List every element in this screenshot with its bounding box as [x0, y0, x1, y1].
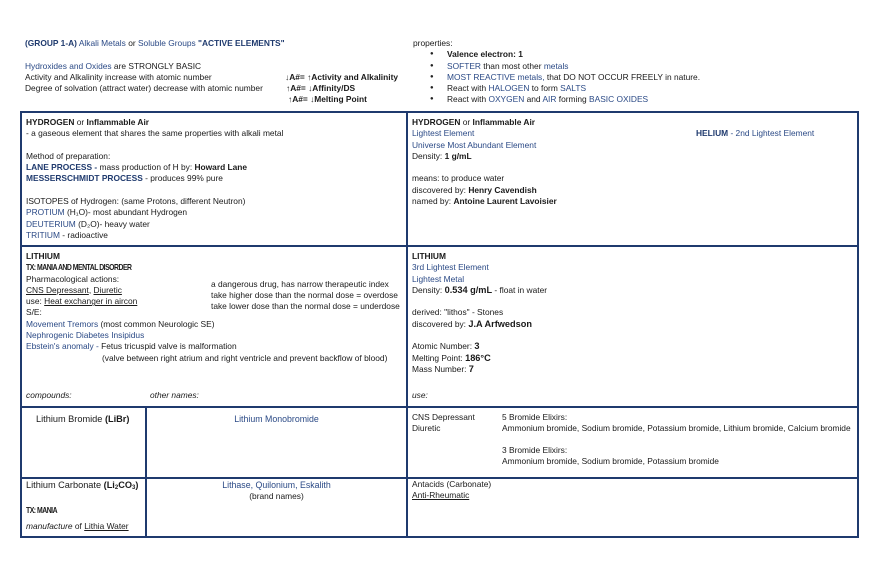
hydrogen-title: HYDROGEN or Inflammable Air	[26, 117, 150, 127]
activity-line: Activity and Alkalinity increase with atomic number	[25, 71, 212, 82]
hydroxides-line: Hydroxides and Oxides are STRONGLY BASIC	[25, 60, 202, 71]
tritium: TRITIUM - radioactive	[26, 229, 108, 240]
libr-name: Lithium Bromide (LiBr)	[36, 414, 130, 424]
hydrogen-density: Density: 1 g/mL	[412, 150, 472, 161]
brand-names-note: (brand names)	[249, 491, 304, 501]
three-bromide-list: Ammonium bromide, Sodium bromide, Potassium bromide	[502, 456, 719, 466]
trend-activity: ↓A#= ↑Activity and Alkalinity	[285, 72, 399, 82]
drug-note-2: take higher dose than the normal dose = overdose	[211, 290, 398, 300]
row-divider	[22, 406, 857, 408]
atomic-number: Atomic Number: 3	[412, 341, 480, 352]
lithium-use: use: Heat exchanger in aircon	[26, 296, 138, 307]
hydrogen-description: - a gaseous element that shares the same properties with alkali metal	[26, 128, 284, 139]
li2co3-tx: TX: MANIA	[26, 505, 58, 515]
trend-affinity: ↑A#= ↓Affinity/DS	[286, 83, 356, 93]
three-bromide-title: 3 Bromide Elixirs:	[502, 445, 568, 455]
five-bromide-list: Ammonium bromide, Sodium bromide, Potassium bromide, Lithium bromide, Calcium bromide	[502, 423, 851, 433]
hydrogen-named: named by: Antoine Laurent Lavoisier	[412, 196, 557, 207]
li2co3-name: Lithium Carbonate $(Li_2CO_3)$	[26, 480, 139, 491]
deuterium: DEUTERIUM (D₂O)- heavy water	[26, 218, 150, 229]
libr-use-1: CNS Depressant	[412, 412, 475, 422]
libr-other-names: Lithium Monobromide	[234, 414, 319, 424]
list-item: ● React with HALOGEN to form SALTS	[447, 83, 853, 94]
li2co3-use-2: Anti-Rheumatic	[412, 490, 470, 500]
column-divider	[145, 406, 147, 536]
list-item: ● MOST REACTIVE metals, that DO NOT OCCUR FREELY in nature.	[447, 72, 853, 83]
page-title: (GROUP 1-A) Alkali Metals or Soluble Groups "ACTIVE ELEMENTS"	[25, 38, 285, 48]
pharm-label: Pharmacological actions:	[26, 273, 120, 284]
mass-number: Mass Number: 7	[412, 363, 474, 374]
isotopes-label: ISOTOPES of Hydrogen: (same Protons, different Neutron)	[26, 196, 246, 207]
method-label: Method of preparation:	[26, 150, 111, 161]
header-left	[25, 38, 415, 94]
lithium-right-cell	[412, 251, 852, 375]
libr-use-2: Diuretic	[412, 423, 441, 433]
trend-melting: ↑A#= ↓Melting Point	[288, 94, 367, 104]
row-divider	[22, 245, 857, 247]
other-names-label: other names:	[150, 390, 199, 400]
li2co3-use-1: Antacids (Carbonate)	[412, 479, 492, 489]
movement-tremors: Movement Tremors (most common Neurologic SE)	[26, 318, 215, 329]
lightest-metal: Lightest Metal	[412, 273, 465, 284]
solvation-line: Degree of solvation (attract water) decrease with atomic number	[25, 83, 263, 94]
compounds-label: compounds:	[26, 390, 72, 400]
lightest-element: Lightest Element	[412, 128, 475, 139]
lithium-title: LITHIUM	[412, 251, 446, 261]
list-item: ● Valence electron: 1	[447, 49, 853, 60]
column-divider	[406, 113, 408, 536]
hydrogen-title: HYDROGEN or Inflammable Air	[412, 117, 536, 127]
nephrogenic-di: Nephrogenic Diabetes Insipidus	[26, 330, 145, 341]
use-label: use:	[412, 390, 428, 400]
melting-point: Melting Point: 186°C	[412, 352, 491, 363]
li2co3-other-names: Lithase, Quilonium, Eskalith	[222, 480, 331, 490]
five-bromide-title: 5 Bromide Elixirs:	[502, 412, 568, 422]
list-item: ● React with OXYGEN and AIR forming BASIC OXIDES	[447, 94, 853, 105]
element-table	[20, 111, 859, 538]
properties-list	[413, 49, 853, 105]
lithium-discovered: discovered by: J.A Arfwedson	[412, 318, 532, 329]
properties-label: properties:	[413, 38, 453, 48]
list-item: ● SOFTER than most other metals	[447, 61, 853, 72]
lane-process: LANE PROCESS - mass production of H by: Howard Lane	[26, 162, 248, 173]
valve-note: (valve between right atrium and right ventricle and prevent backflow of blood)	[102, 352, 388, 363]
lithium-density: Density: 0.534 g/mL - float in water	[412, 284, 548, 295]
side-effects-label: S/E:	[26, 307, 42, 318]
lithia-water: manufacture of Lithia Water	[26, 521, 129, 531]
hydrogen-means: means: to produce water	[412, 173, 505, 184]
properties-section	[413, 38, 853, 106]
hydrogen-discovered: discovered by: Henry Cavendish	[412, 184, 537, 195]
lithium-tx: TX: MANIA AND MENTAL DISORDER	[26, 262, 132, 273]
helium-note: HELIUM - 2nd Lightest Element	[696, 128, 815, 138]
hydrogen-left-cell	[26, 117, 402, 241]
drug-note-3: take lower dose than the normal dose = underdose	[211, 301, 400, 311]
cns-diuretic: CNS Depressant, Diuretic	[26, 284, 122, 295]
drug-note-1: a dangerous drug, has narrow therapeutic index	[211, 279, 389, 289]
ebstein-anomaly: Ebstein's anomaly - Fetus tricuspid valve is malformation	[26, 341, 237, 352]
most-abundant: Universe Most Abundant Element	[412, 139, 537, 150]
lithium-derived: derived: "lithos" - Stones	[412, 307, 504, 318]
messerschmidt-process: MESSERSCHMIDT PROCESS - produces 99% pure	[26, 173, 223, 184]
lithium-title: LITHIUM	[26, 251, 60, 261]
protium: PROTIUM (H₁O)- most abundant Hydrogen	[26, 207, 188, 218]
third-lightest: 3rd Lightest Element	[412, 262, 489, 273]
